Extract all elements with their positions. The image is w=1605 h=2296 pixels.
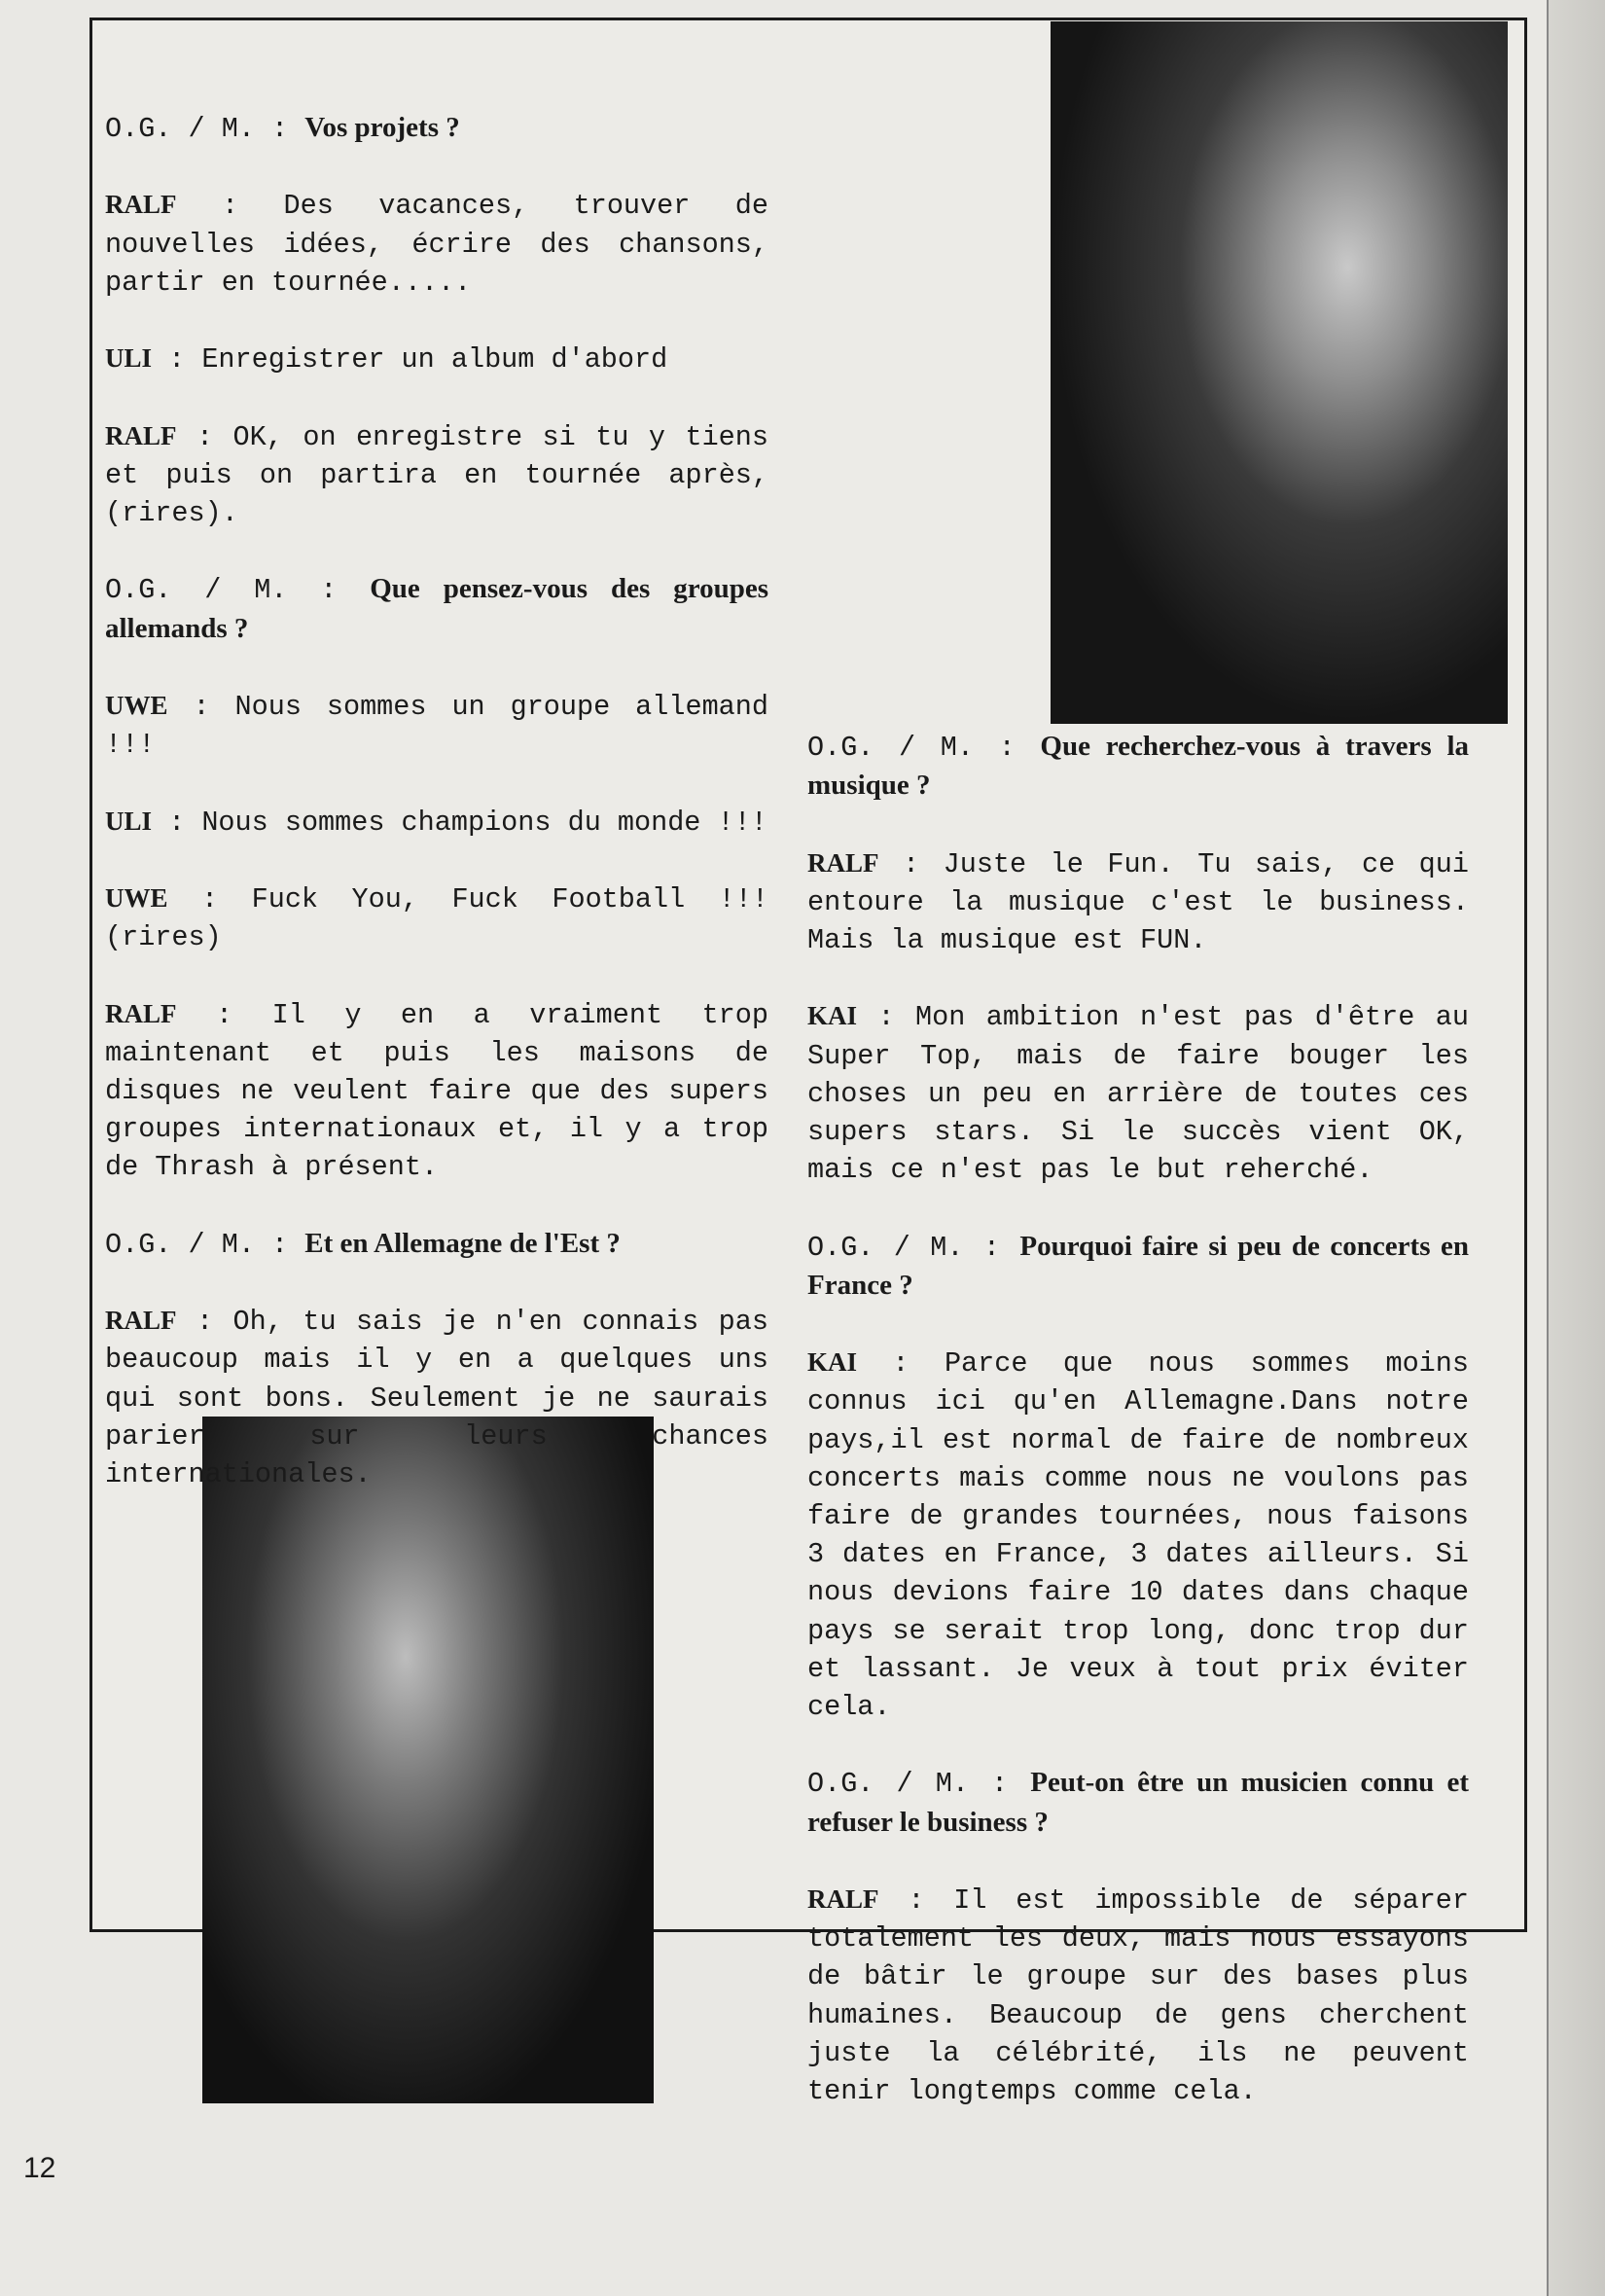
speaker-name: ULI bbox=[105, 806, 153, 836]
speaker-name: ULI bbox=[105, 343, 153, 374]
answer-text: : Il est impossible de séparer totalement les deux, mais nous essayons de bâtir le groupe sur des bases plus humaines. Beaucoup de gens cherchent juste la célébrité, ils ne peuvent tenir longtemps comme cela. bbox=[807, 1884, 1469, 2108]
answer-text: : Il y en a vraiment trop maintenant et puis les maisons de disques ne veulent faire que des supers groupes internationaux et, il y a trop de Thrash à présent. bbox=[105, 998, 768, 1184]
interview-question bbox=[105, 109, 768, 148]
answer-text: : Juste le Fun. Tu sais, ce qui entoure la musique c'est le business. Mais la musique est FUN. bbox=[807, 847, 1469, 956]
question-text: Que pensez-vous des groupes allemands ? bbox=[105, 573, 769, 644]
question-prefix: O.G. / M. : bbox=[807, 1768, 1031, 1801]
speaker-name: KAI bbox=[807, 1001, 858, 1031]
interview-answer bbox=[105, 879, 768, 956]
answer-text: : Parce que nous sommes moins connus ici qu'en Allemagne.Dans notre pays,il est normal de faire de nombreux concerts mais comme nous ne voulons pas faire de grandes tournées, nous faisons 3 dates en France, 3 dates ailleurs. Si nous devions faire 10 dates dans chaque pays se serait trop long, donc trop dur et lassant. Je veux à tout prix éviter cela. bbox=[807, 1347, 1469, 1724]
speaker-name: RALF bbox=[105, 420, 177, 450]
question-prefix: O.G. / M. : bbox=[105, 574, 371, 607]
binding-edge bbox=[1547, 0, 1605, 2296]
question-prefix: O.G. / M. : bbox=[105, 1228, 305, 1261]
interview-answer bbox=[105, 186, 768, 302]
interview-question bbox=[807, 728, 1469, 806]
interview-answer bbox=[105, 803, 768, 842]
question-prefix: O.G. / M. : bbox=[105, 113, 305, 145]
interview-answer bbox=[807, 1344, 1469, 1726]
interview-answer bbox=[807, 1881, 1469, 2110]
answer-text: : Des vacances, trouver de nouvelles idées, écrire des chansons, partir en tournée..... bbox=[105, 190, 768, 299]
answer-text: : Nous sommes champions du monde !!! bbox=[152, 806, 767, 839]
question-text: Que recherchez-vous à travers la musique ? bbox=[807, 731, 1469, 802]
answer-text: : Enregistrer un album d'abord bbox=[152, 343, 668, 377]
speaker-name: UWE bbox=[105, 690, 168, 720]
interview-answer bbox=[105, 1302, 768, 1493]
question-prefix: O.G. / M. : bbox=[807, 1231, 1020, 1264]
interview-answer bbox=[807, 844, 1469, 960]
answer-text: : Oh, tu sais je n'en connais pas beaucoup mais il y en a quelques uns qui sont bons. Seulement je ne saurais parier sur leurs chances internationales. bbox=[105, 1306, 768, 1490]
interview-question bbox=[105, 570, 768, 648]
question-text: Pourquoi faire si peu de concerts en France ? bbox=[807, 1230, 1470, 1301]
interview-answer bbox=[105, 417, 768, 533]
answer-text: : Mon ambition n'est pas d'être au Super Top, mais de faire bouger les choses un peu en arrière de toutes ces supers stars. Si le succès vient OK, mais ce n'est pas le but reherché. bbox=[807, 1001, 1469, 1187]
speaker-name: UWE bbox=[105, 882, 168, 913]
question-text: Et en Allemagne de l'Est ? bbox=[304, 1227, 621, 1259]
interview-answer bbox=[105, 687, 768, 764]
answer-text: : Fuck You, Fuck Football !!! (rires) bbox=[105, 882, 768, 954]
interview-answer bbox=[807, 997, 1469, 1189]
speaker-name: KAI bbox=[807, 1347, 858, 1378]
speaker-name: RALF bbox=[105, 190, 177, 220]
page-number: 12 bbox=[23, 2152, 56, 2184]
interview-question bbox=[807, 1764, 1469, 1842]
interview-question bbox=[807, 1228, 1469, 1306]
question-prefix: O.G. / M. : bbox=[807, 732, 1041, 764]
speaker-name: RALF bbox=[807, 1884, 879, 1914]
answer-text: : OK, on enregistre si tu y tiens et puis on partira en tournée après, (rires). bbox=[105, 420, 768, 529]
interview-question bbox=[105, 1225, 768, 1264]
interview-answer bbox=[105, 995, 768, 1187]
speaker-name: RALF bbox=[105, 1306, 177, 1336]
interview-answer bbox=[105, 340, 768, 378]
photo-singer-microphone bbox=[1051, 21, 1508, 724]
question-text: Vos projets ? bbox=[304, 112, 460, 143]
left-column bbox=[105, 109, 768, 1531]
speaker-name: RALF bbox=[105, 998, 177, 1028]
speaker-name: RALF bbox=[807, 847, 879, 878]
answer-text: : Nous sommes un groupe allemand !!! bbox=[105, 690, 768, 762]
question-text: Peut-on être un musicien connu et refuser le business ? bbox=[807, 1767, 1469, 1838]
right-column bbox=[807, 728, 1469, 2148]
